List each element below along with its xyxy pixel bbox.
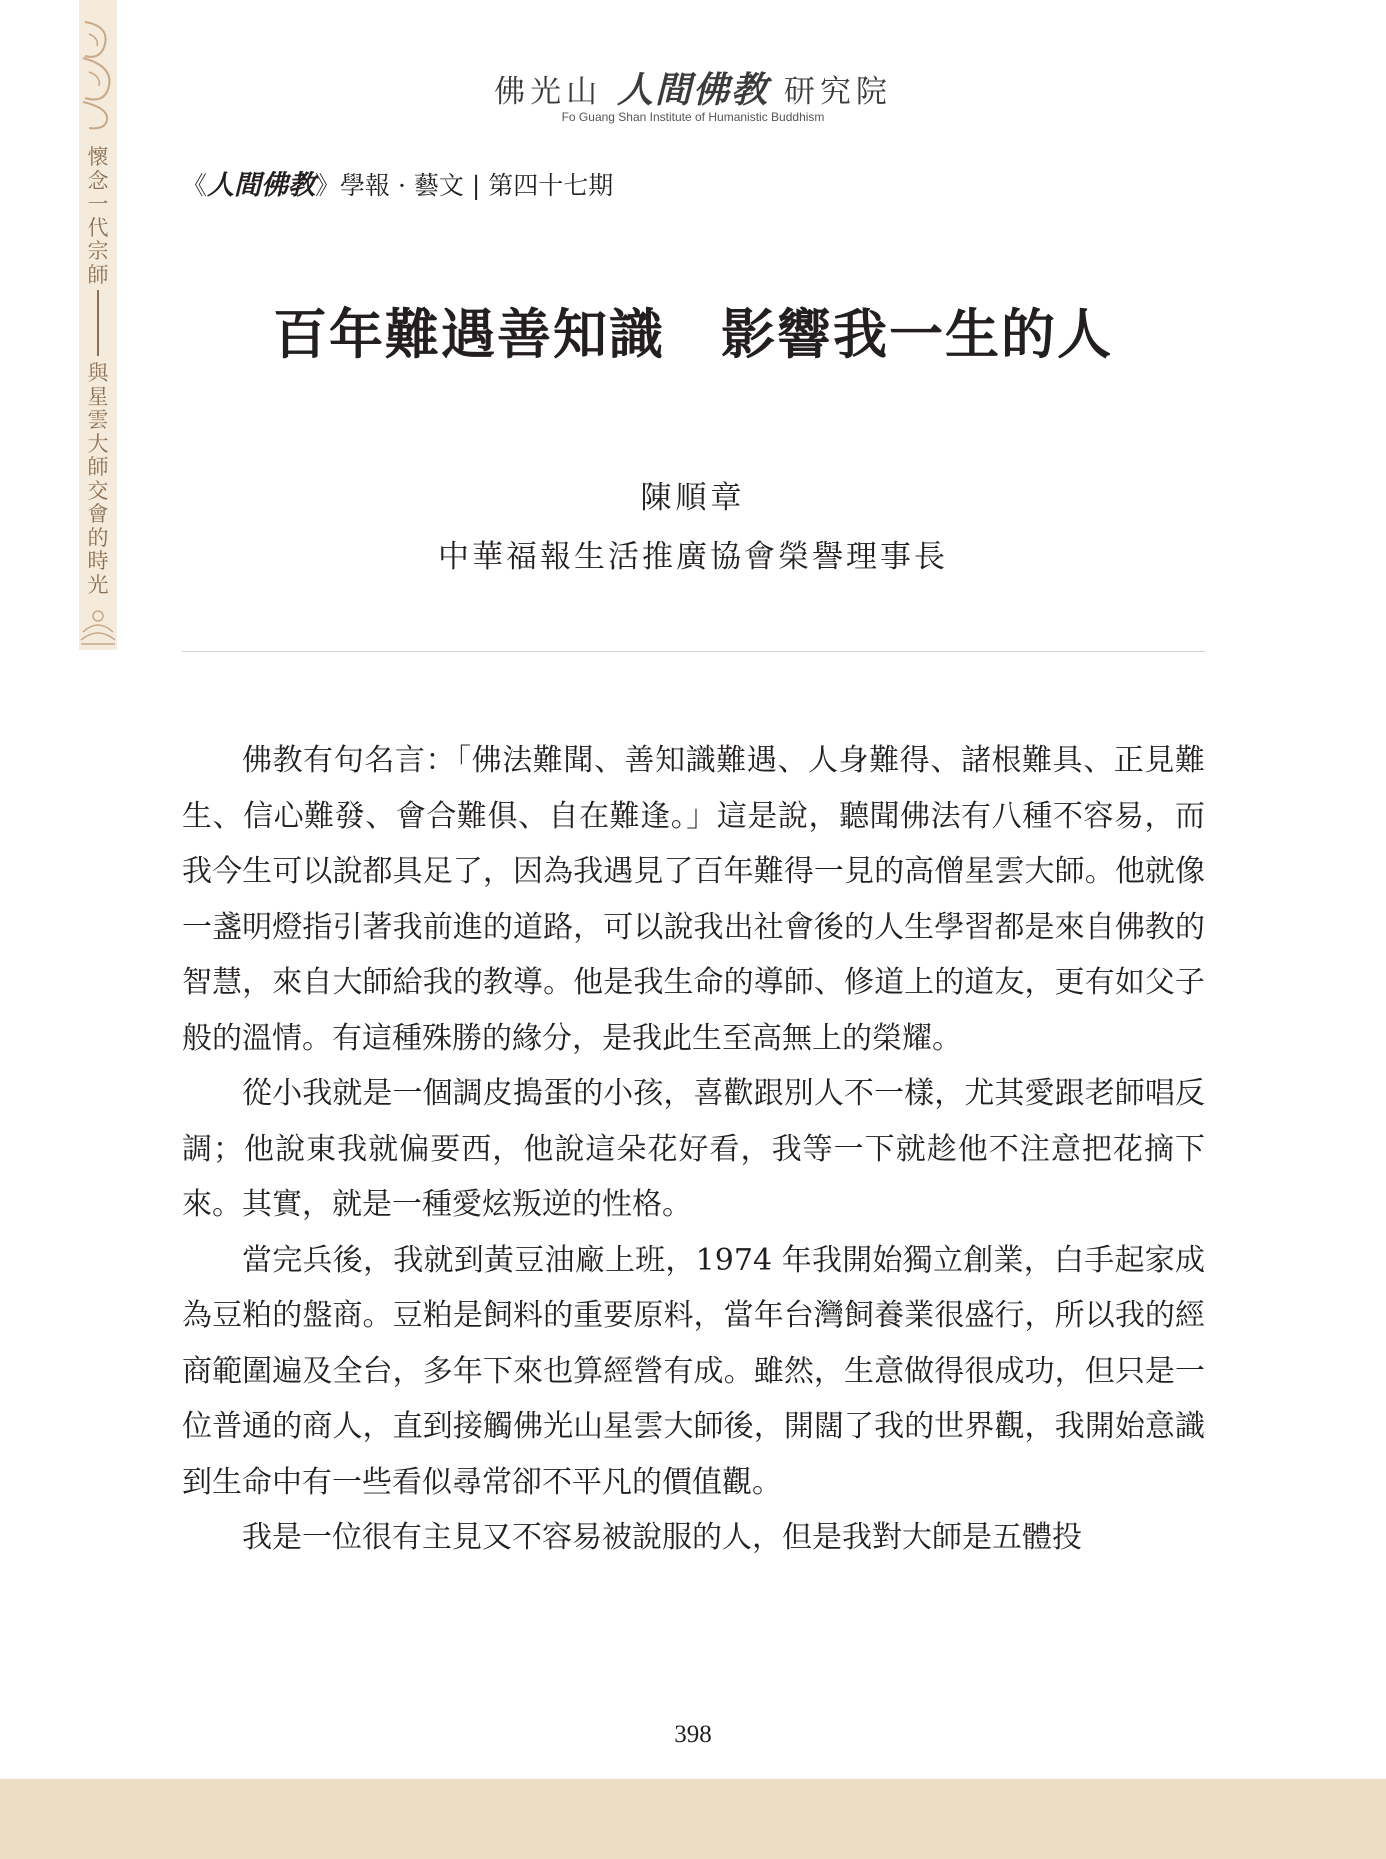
footer-band <box>0 1779 1386 1859</box>
institute-header <box>0 62 1386 113</box>
article-body <box>182 733 1205 1566</box>
body-paragraph: 從小我就是一個調皮搗蛋的小孩，喜歡跟別人不一樣，尤其愛跟老師唱反調；他說東我就偏要西，他說這朵花好看，我等一下就趁他不注意把花摘下來。其實，就是一種愛炫叛逆的性格。 <box>182 1076 1205 1222</box>
sidebar-title-part2: 與星雲大師交會的時光 <box>87 361 109 597</box>
journal-brand: 人間佛教 <box>207 170 316 201</box>
institute-brand: 人間佛教 <box>616 69 769 111</box>
sidebar-title-part1: 懷念一代宗師 <box>87 145 109 287</box>
journal-bracket-close: 》 <box>315 171 341 200</box>
body-paragraph: 佛教有句名言：「佛法難聞、善知識難遇、人身難得、諸根難具、正見難生、信心難發、會合難俱、自在難逢。」這是說，聽聞佛法有八種不容易，而我今生可以說都具足了，因為我遇見了百年難得一見的高僧星雲大師。他就像一盞明燈指引著我前進的道路，可以說我出社會後的人生學習都是來自佛教的智慧，來自大師給我的教導。他是我生命的導師、修道上的道友，更有如父子般的溫情。有這種殊勝的緣分，是我此生至高無上的榮耀。 <box>182 743 1205 1056</box>
institute-suffix: 研究院 <box>783 74 892 110</box>
body-paragraph: 當完兵後，我就到黃豆油廠上班，1974 年我開始獨立創業，白手起家成為豆粕的盤商。豆粕是飼料的重要原料，當年台灣飼養業很盛行，所以我的經商範圍遍及全台，多年下來也算經營有成。雖然，生意做得很成功，但只是一位普通的商人，直到接觸佛光山星雲大師後，開闊了我的世界觀，我開始意識到生命中有一些看似尋常卻不平凡的價值觀。 <box>182 1242 1205 1500</box>
institute-prefix: 佛光山 <box>494 74 603 110</box>
article-author: 陳順章 <box>640 480 746 516</box>
institute-english-name: Fo Guang Shan Institute of Humanistic Buddhism <box>561 110 825 124</box>
page-number: 398 <box>674 1721 712 1748</box>
lotus-ornament-icon <box>79 606 117 646</box>
journal-running-head <box>182 163 613 202</box>
journal-issue: 學報 · 藝文 | 第四十七期 <box>340 171 614 200</box>
header-divider <box>182 651 1205 652</box>
body-paragraph: 我是一位很有主見又不容易被說服的人，但是我對大師是五體投 <box>242 1520 1082 1555</box>
journal-bracket-open: 《 <box>182 171 208 200</box>
author-affiliation: 中華福報生活推廣協會榮譽理事長 <box>438 539 948 575</box>
sidebar-section-title <box>79 146 117 597</box>
article-title: 百年難遇善知識 影響我一生的人 <box>273 302 1113 366</box>
